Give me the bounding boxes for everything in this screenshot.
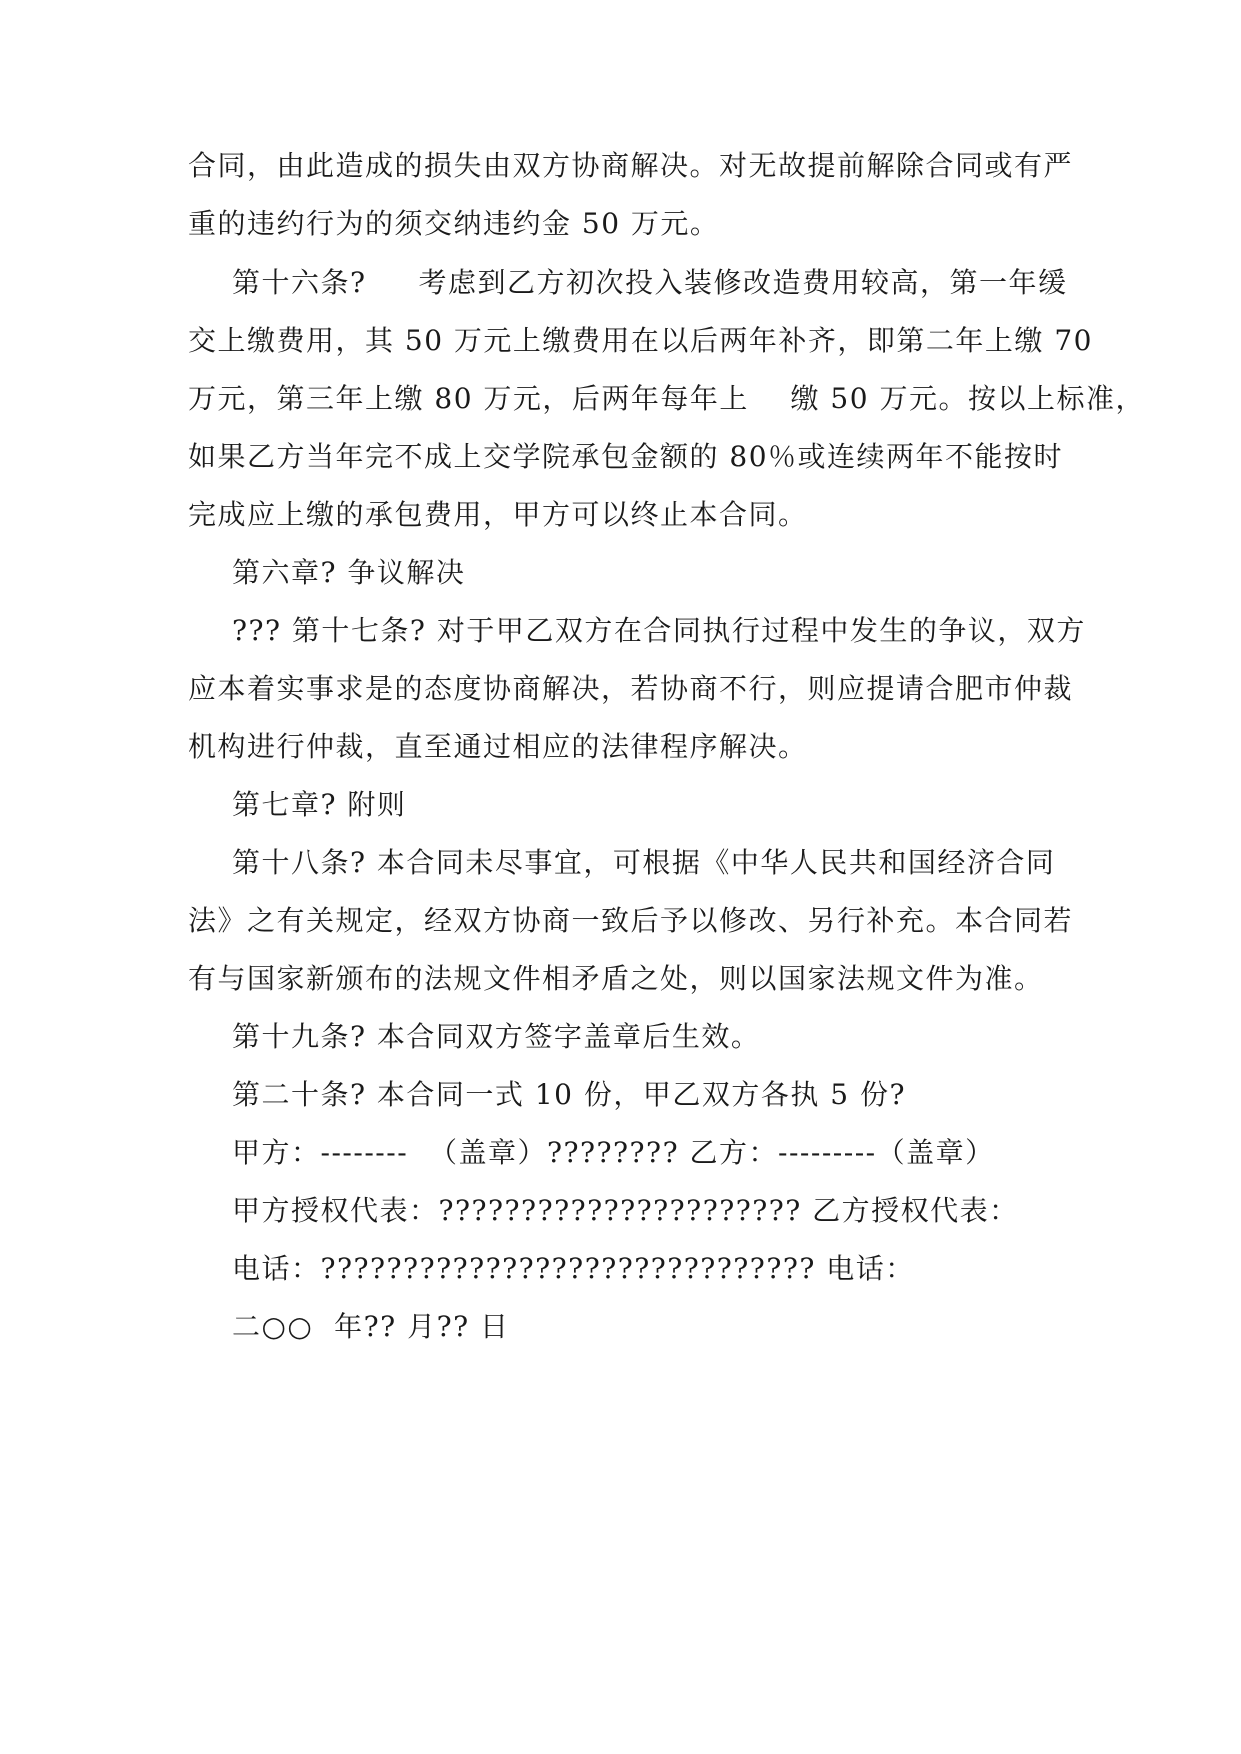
paragraph-line: 如果乙方当年完不成上交学院承包金额的 80％或连续两年不能按时 (188, 440, 1064, 473)
representative-line: 甲方授权代表：?????????????????????? 乙方授权代表： (232, 1194, 1019, 1227)
paragraph-line: 机构进行仲裁，直至通过相应的法律程序解决。 (188, 730, 808, 763)
article-19-line: 第十九条? 本合同双方签字盖章后生效。 (232, 1020, 761, 1053)
paragraph-line: 交上缴费用，其 50 万元上缴费用在以后两年补齐，即第二年上缴 70 (188, 324, 1093, 357)
paragraph-line: 重的违约行为的须交纳违约金 50 万元。 (188, 207, 720, 240)
paragraph-line: 法》之有关规定，经双方协商一致后予以修改、另行补充。本合同若 (188, 904, 1074, 937)
paragraph-line: 有与国家新颁布的法规文件相矛盾之处，则以国家法规文件为准。 (188, 962, 1044, 995)
paragraph-line: 应本着实事求是的态度协商解决，若协商不行，则应提请合肥市仲裁 (188, 672, 1074, 705)
party-seal-line: 甲方：-------- （盖章）???????? 乙方：---------（盖章） (232, 1136, 995, 1169)
article-17-line: ??? 第十七条? 对于甲乙双方在合同执行过程中发生的争议，双方 (232, 614, 1086, 647)
paragraph-line: 合同，由此造成的损失由双方协商解决。对无故提前解除合同或有严 (188, 149, 1074, 182)
article-16-line: 第十六条? 考虑到乙方初次投入装修改造费用较高，第一年缓 (232, 266, 1068, 299)
article-18-line: 第十八条? 本合同未尽事宜，可根据《中华人民共和国经济合同 (232, 846, 1056, 879)
paragraph-line: 万元，第三年上缴 80 万元，后两年每年上 缴 50 万元。按以上标准， (188, 382, 1145, 415)
paragraph-line: 完成应上缴的承包费用，甲方可以终止本合同。 (188, 498, 808, 531)
chapter-7-heading: 第七章? 附则 (232, 788, 407, 821)
article-20-line: 第二十条? 本合同一式 10 份，甲乙双方各执 5 份? (232, 1078, 906, 1111)
date-line: 二○○ 年?? 月?? 日 (232, 1310, 510, 1343)
phone-line: 电话：?????????????????????????????? 电话： (232, 1252, 915, 1285)
chapter-6-heading: 第六章? 争议解决 (232, 556, 466, 589)
